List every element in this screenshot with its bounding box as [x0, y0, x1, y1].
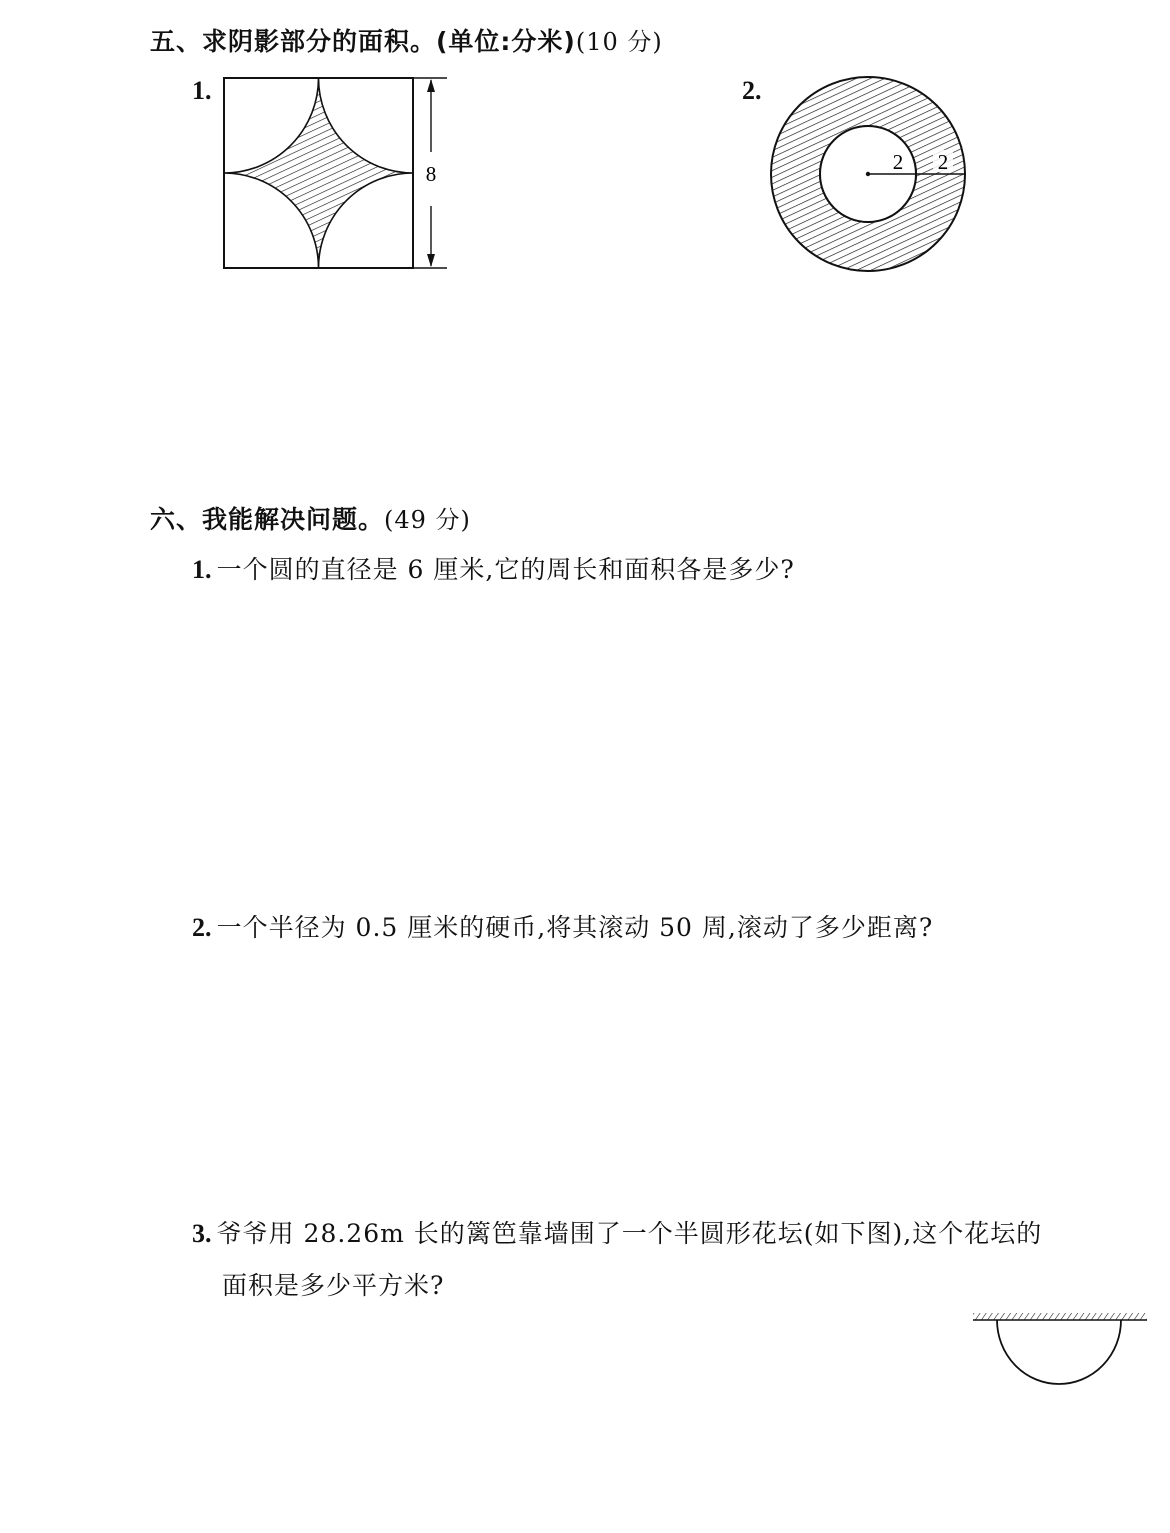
figure-2-number: 2.: [742, 76, 762, 105]
figure-2-ring-width-label: 2: [937, 150, 949, 174]
question-2-text: 一个半径为 0.5 厘米的硬币,将其滚动 50 周,滚动了多少距离?: [216, 913, 934, 942]
figure-1-number: 1.: [192, 76, 212, 105]
question-3-number: 3.: [192, 1219, 212, 1248]
question-1-number: 1.: [192, 555, 212, 584]
wall-hatching: [973, 1313, 1147, 1320]
question-3: [192, 1214, 1042, 1250]
section-5-score: (10 分): [575, 28, 663, 56]
figure-1-square-arcs: [215, 70, 465, 280]
figure-1-shaded-region: [224, 78, 413, 268]
section-5-title: 五、求阴影部分的面积。(单位:分米): [150, 27, 576, 56]
section-6-title: 六、我能解决问题。: [150, 505, 385, 534]
section-6-score: (49 分): [384, 506, 471, 534]
question-1-text: 一个圆的直径是 6 厘米,它的周长和面积各是多少?: [216, 555, 795, 584]
question-1: [192, 550, 795, 586]
semicircle-fence: [997, 1320, 1121, 1384]
figure-1-side-label: 8: [425, 162, 437, 186]
figure-2-ring: [760, 70, 980, 285]
question-2-number: 2.: [192, 913, 212, 942]
question-3-semicircle-figure: [965, 1308, 1155, 1398]
section-5-heading: [150, 22, 663, 58]
figure-2-inner-radius-label: 2: [892, 150, 904, 174]
question-2: [192, 908, 933, 944]
question-3-text-line-1: 爷爷用 28.26m 长的篱笆靠墙围了一个半圆形花坛(如下图),这个花坛的: [216, 1219, 1043, 1248]
question-3-text-line-2: 面积是多少平方米?: [222, 1271, 445, 1300]
section-6-heading: [150, 500, 471, 536]
